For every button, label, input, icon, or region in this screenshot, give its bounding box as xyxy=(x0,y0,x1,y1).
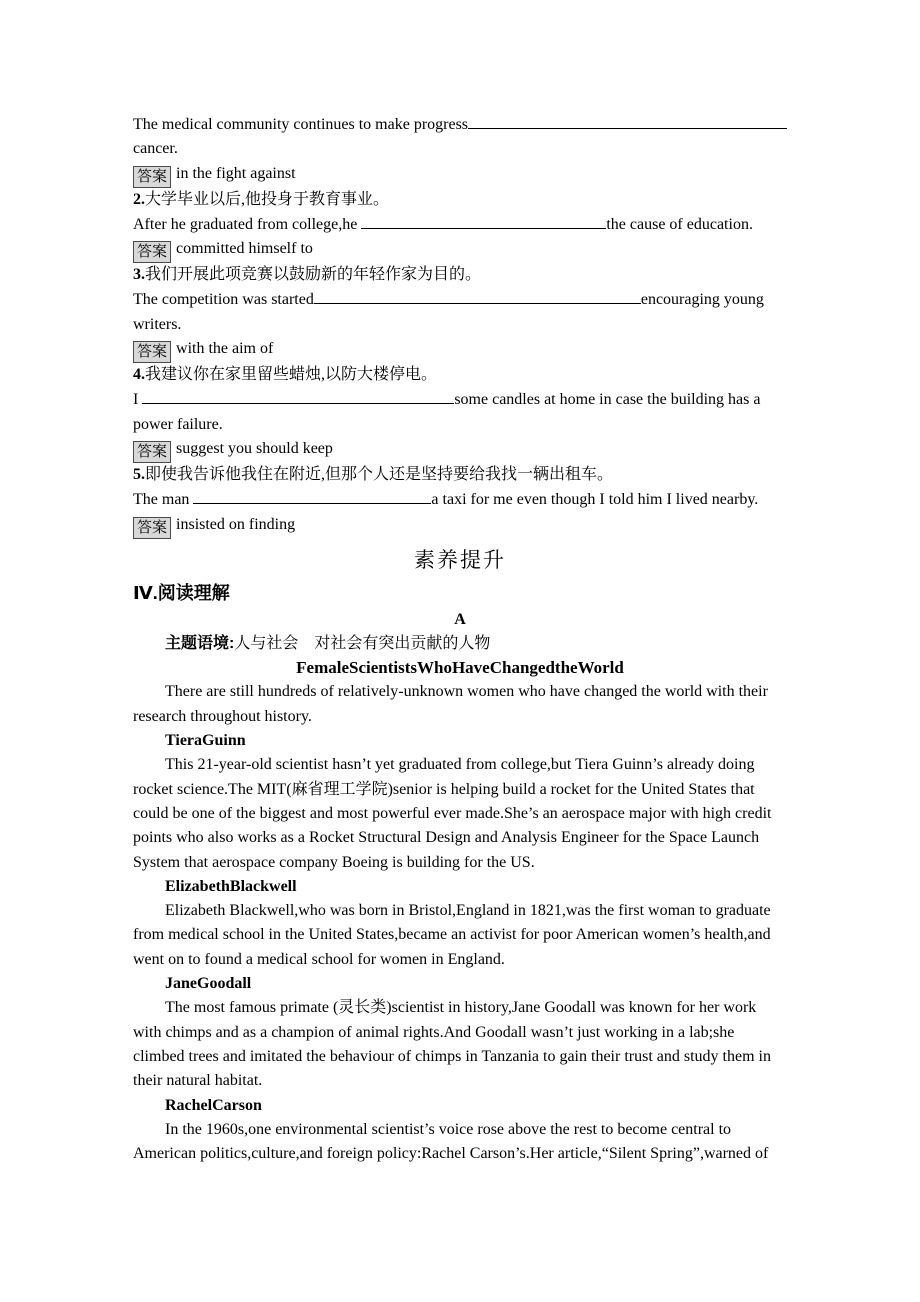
english-after-blank: the cause of education. xyxy=(606,215,753,233)
passage-subheading: RachelCarson xyxy=(165,1096,262,1114)
answer-text: suggest you should keep xyxy=(176,439,333,457)
theme-context-label: 主题语境: xyxy=(165,634,235,652)
exercise-item xyxy=(133,363,787,463)
exercise-english-sentence xyxy=(133,387,787,437)
passage-marker-a: A xyxy=(454,610,466,628)
answer-label-badge: 答案 xyxy=(133,517,171,539)
passage-paragraph: This 21-year-old scientist hasn’t yet graduated from college,but Tiera Guinn’s already doing rocket science.The MIT(麻省理工学院)senior is helping build a rocket for the United States that could be one of the biggest and most powerful ever made.She’s an aerospace major with high credit points who also works as a Rocket Structural Design and Analysis Engineer for the Space Launch System that aerospace company Boeing is building for the US. xyxy=(133,756,772,871)
exercise-answer-line xyxy=(133,513,787,539)
exercise-number: 3. xyxy=(133,266,145,284)
reading-passage xyxy=(133,680,787,1166)
passage-title: FemaleScientistsWhoHaveChangedtheWorld xyxy=(296,658,624,678)
passage-paragraph: There are still hundreds of relatively-unknown women who have changed the world with their research throughout history. xyxy=(133,683,768,725)
passage-subheading: JaneGoodall xyxy=(165,975,252,993)
passage-paragraph: The most famous primate (灵长类)scientist in history,Jane Goodall was known for her work with chimps and as a champion of animal rights.And Goodall wasn’t just working in a lab;she climbed trees and imitated the behaviour of chimps in Tanzania to gain their trust and study them in their natural habitat. xyxy=(133,999,771,1090)
answer-label-badge: 答案 xyxy=(133,241,171,263)
fill-in-blank-line xyxy=(361,212,606,229)
english-before-blank: The competition was started xyxy=(133,291,314,309)
answer-label-badge: 答案 xyxy=(133,341,171,363)
exercise-answer-line xyxy=(133,337,787,363)
english-after-blank: some candles at home in case the building has a power failure. xyxy=(133,391,761,433)
exercise-number: 4. xyxy=(133,366,145,384)
exercise-chinese-prompt xyxy=(133,463,787,487)
answer-text: committed himself to xyxy=(176,240,313,258)
exercise-item xyxy=(133,112,787,188)
theme-context-text: 人与社会 对社会有突出贡献的人物 xyxy=(234,634,491,652)
passage-paragraph: Elizabeth Blackwell,who was born in Bristol,England in 1821,was the first woman to graduate from medical school in the United States,became an activist for poor American women’s health,and went on to found a medical school for women in England. xyxy=(133,902,771,968)
fill-in-blank-line xyxy=(314,287,641,304)
english-after-blank: a taxi for me even though I told him I lived nearby. xyxy=(431,491,759,509)
exercise-chinese-text: 我们开展此项竞赛以鼓励新的年轻作家为目的。 xyxy=(145,266,482,284)
english-before-blank: After he graduated from college,he xyxy=(133,215,362,233)
exercise-answer-line xyxy=(133,437,787,463)
exercise-answer-line xyxy=(133,162,787,188)
theme-context-line xyxy=(133,632,787,656)
reading-comprehension-heading: Ⅳ.阅读理解 xyxy=(133,582,230,603)
english-after-blank: cancer. xyxy=(133,140,178,158)
english-before-blank: The medical community continues to make progress xyxy=(133,116,469,133)
exercise-english-sentence xyxy=(133,212,787,237)
fill-in-blank-line xyxy=(468,112,787,129)
answer-text: insisted on finding xyxy=(176,515,296,533)
exercise-chinese-text: 即使我告诉他我住在附近,但那个人还是坚持要给我找一辆出租车。 xyxy=(145,465,614,483)
fill-in-blank-line xyxy=(142,387,454,404)
answer-text: with the aim of xyxy=(176,340,274,358)
english-after-blank: encouraging young writers. xyxy=(133,291,764,333)
exercise-chinese-prompt xyxy=(133,363,787,387)
answer-label-badge: 答案 xyxy=(133,441,171,463)
exercise-chinese-prompt xyxy=(133,263,787,287)
section-heading-suyang-tisheng: 素养提升 xyxy=(414,547,506,572)
exercise-item xyxy=(133,188,787,264)
fill-in-blank-line xyxy=(193,487,431,504)
exercise-number: 5. xyxy=(133,465,145,483)
exercise-english-sentence xyxy=(133,487,787,512)
exercise-english-sentence xyxy=(133,112,787,137)
english-before-blank: The man xyxy=(133,491,194,509)
answer-label-badge: 答案 xyxy=(133,166,171,188)
passage-subheading: TieraGuinn xyxy=(165,732,246,750)
passage-paragraph: In the 1960s,one environmental scientist’s voice rose above the rest to become central to American politics,culture,and foreign policy:Rachel Carson’s.Her article,“Silent Spring”,warned of xyxy=(133,1120,769,1163)
exercise-item xyxy=(133,263,787,363)
exercise-answer-line xyxy=(133,237,787,263)
exercise-chinese-text: 我建议你在家里留些蜡烛,以防大楼停电。 xyxy=(145,366,438,384)
passage-subheading: ElizabethBlackwell xyxy=(165,877,297,895)
exercise-chinese-prompt xyxy=(133,188,787,212)
exercise-item xyxy=(133,463,787,539)
exercise-chinese-text: 大学毕业以后,他投身于教育事业。 xyxy=(145,190,390,208)
answer-text: in the fight against xyxy=(176,164,296,182)
exercise-english-sentence xyxy=(133,287,787,337)
english-before-blank: I xyxy=(133,391,143,409)
exercise-number: 2. xyxy=(133,190,145,208)
translation-exercise-list xyxy=(133,112,787,539)
